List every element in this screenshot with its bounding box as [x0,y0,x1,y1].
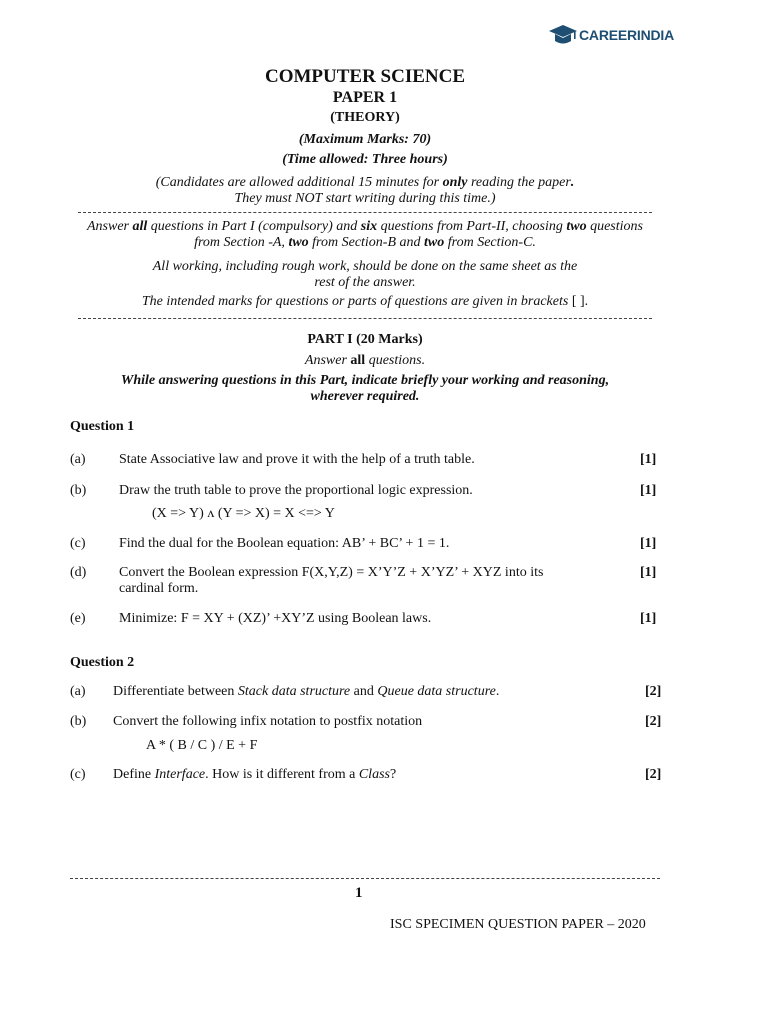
question-marks: [2] [645,684,662,699]
instr-bold: two [288,235,309,250]
working-line-1: All working, including rough work, should be done on the same sheet as the [152,259,578,274]
instr-text: Answer [87,219,133,234]
question-marks: [1] [640,565,657,580]
text-part: Define [113,767,155,782]
question-marks: [2] [645,714,662,729]
divider [78,212,652,213]
question-text: State Associative law and prove it with the help of a truth table. [119,452,475,467]
question-text-line-1: Convert the Boolean expression F(X,Y,Z) = X’Y’Z + X’YZ’ + XYZ into its [119,565,544,580]
instr-text: questions [586,219,643,234]
part-title: PART I (20 Marks) [307,332,423,347]
candidates-text-2: reading the paper [467,175,571,190]
candidates-dot: . [570,175,575,190]
question-marks: [1] [640,452,657,467]
part-note-line-2: wherever required. [310,389,420,404]
question-label: (b) [70,483,87,498]
instr-text: from Section-C. [444,235,536,250]
candidates-note [60,175,670,207]
question-heading: Question 2 [70,655,135,670]
part-note [60,373,670,405]
footer-divider [70,878,660,879]
question-label: (a) [70,684,86,699]
part-instr-text: Answer [304,353,351,368]
question-text: Convert the following infix notation to postfix notation [113,714,423,729]
question-label: (a) [70,452,86,467]
logo-text: CAREERINDIA [579,27,675,43]
text-italic: Stack data structure [237,684,351,699]
question-text [113,767,396,783]
instr-bold: two [424,235,445,250]
brackets-symbol: [ ]. [568,294,589,309]
brackets-note-text: The intended marks for questions or parts of questions are given in brackets [141,294,569,309]
text-part: Differentiate between [113,684,238,699]
question-text: Minimize: F = XY + (XZ)’ +XY’Z using Boolean laws. [119,611,432,626]
page-number: 1 [355,885,363,901]
text-part: . How is it different from a [205,767,359,782]
part-instruction [60,353,670,369]
paper-number: PAPER 1 [332,89,398,106]
question-text [113,684,499,700]
time-allowed: (Time allowed: Three hours) [282,152,448,167]
graduation-cap-icon [548,22,578,48]
paper-type: (THEORY) [330,110,400,125]
instr-text: from Section-B and [308,235,425,250]
question-text: Draw the truth table to prove the proportional logic expression. [119,483,473,498]
instr-bold: all [132,219,148,234]
candidates-line-2: They must NOT start writing during this time.) [234,191,496,206]
working-line-2: rest of the answer. [314,275,416,290]
working-note [60,259,670,291]
answer-instructions [60,219,670,251]
divider [78,318,652,319]
question-marks: [2] [645,767,662,782]
infix-expression: A * ( B / C ) / E + F [146,738,258,753]
question-marks: [1] [640,536,657,551]
part-note-line-1: While answering questions in this Part, indicate briefly your working and reasoning, [120,373,610,388]
brackets-note [60,294,670,310]
text-italic: Class [358,767,390,782]
question-label: (c) [70,536,86,551]
candidates-bold: only [442,175,468,190]
question-label: (e) [70,611,86,626]
candidates-text: (Candidates are allowed additional 15 minutes for [155,175,443,190]
question-label: (b) [70,714,87,729]
text-italic: Interface [154,767,206,782]
question-text [119,565,543,597]
instr-text: questions from Part-II, choosing [377,219,567,234]
maximum-marks: (Maximum Marks: 70) [298,132,432,147]
text-italic: Queue data structure [377,684,496,699]
part-instr-text: questions. [365,353,426,368]
subject-title: COMPUTER SCIENCE [264,66,466,87]
text-part: ? [389,767,397,782]
footer-text: ISC SPECIMEN QUESTION PAPER – 2020 [390,917,646,932]
part-instr-bold: all [350,353,366,368]
question-marks: [1] [640,611,657,626]
question-text: Find the dual for the Boolean equation: AB’ + BC’ + 1 = 1. [119,536,450,551]
question-label: (d) [70,565,87,580]
instr-bold: six [360,219,378,234]
question-marks: [1] [640,483,657,498]
instr-text: questions in Part I (compulsory) and [147,219,361,234]
instr-bold: two [566,219,587,234]
question-text-line-2: cardinal form. [119,581,199,596]
question-heading: Question 1 [70,419,135,434]
logic-expression: (X => Y) ʌ (Y => X) = X <=> Y [152,506,335,521]
question-label: (c) [70,767,86,782]
instr-text: from Section -A, [194,235,289,250]
text-part: and [350,684,378,699]
text-part: . [495,684,500,699]
careerindia-logo [548,22,674,48]
